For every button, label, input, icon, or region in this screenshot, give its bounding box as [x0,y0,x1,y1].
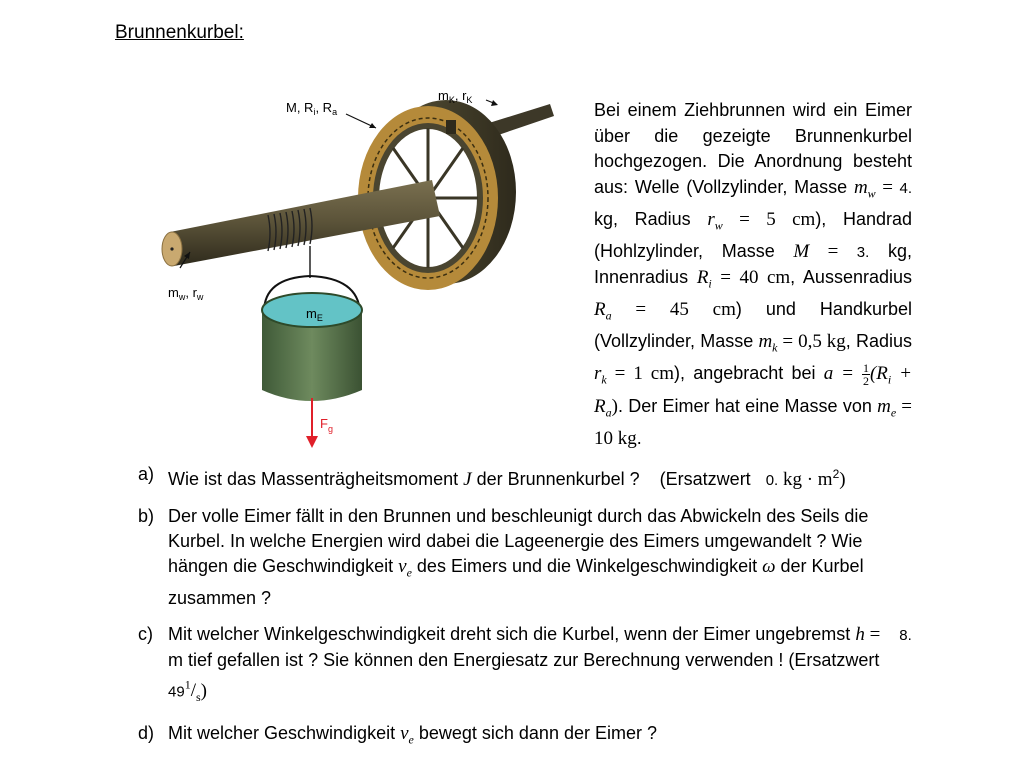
question-d: d) Mit welcher Geschwindigkeit $v_e$ bewegt sich dann der Eimer ? [138,722,657,747]
well-crank-illustration [150,80,570,450]
force-label: $F_g$ [320,416,333,434]
shaft-label: $m_w$, $r_w$ [168,285,204,302]
question-b: b) Der volle Eimer fällt in den Brunnen und beschleunigt durch das Abwickeln des Seils die Kurbel. In welche Energien wird dabei die Lageenergie des Eimers umgewandelt ? Wie hängen die Geschwindigkeit $v_e$ des Eimers und die Winkelgeschwindigkeit ω der Kurbel zusammen ? [138,506,869,608]
force-arrowhead [306,436,318,448]
question-a: a) Wie ist das Massenträgheitsmoment J der Brunnenkurbel ? (Ersatzwert 0. kg · $m^2$) [138,464,846,490]
question-list [138,462,917,763]
bucket-label: $m_E$ [306,306,323,323]
page-title: Brunnenkurbel: [115,22,244,43]
well-crank-figure [150,80,570,450]
wheel-label: M, $R_i$, $R_a$ [286,100,338,117]
crank-handle [446,120,456,134]
fraction-half: $\frac{1}{2}$ [862,361,869,389]
crank-label: $m_K$, $r_K$ [438,88,473,105]
problem-description: Bei einem Ziehbrunnen wird ein Eimer über die gezeigte Brunnenkurbel hochgezogen. Die Anordnung besteht aus: Welle (Vollzylinder, Masse $m_w = 4$. kg, Radius $r_w = 5$ cm), Handrad (Hohlzylinder, Masse M = 3. kg, Innenradius $R_i = 40$ cm, Aussenradius $R_a = 45$ cm) und Handkurbel (Vollzylinder, Masse $m_k = 0,5$ kg, Radius $r_k = 1$ cm), angebracht bei a = $\frac{1}{2}$ $(R_i + R_a)$. Der Eimer hat eine Masse von $m_e = 10$ kg. [594,100,913,449]
question-c: c) Mit welcher Winkelgeschwindigkeit dreht sich die Kurbel, wenn der Eimer ungebremst h = 8. m tief gefallen ist ? Sie können den Energiesatz zur Berechnung verwenden ! (Ersatzwert $49^1/_s$) [138,623,917,704]
